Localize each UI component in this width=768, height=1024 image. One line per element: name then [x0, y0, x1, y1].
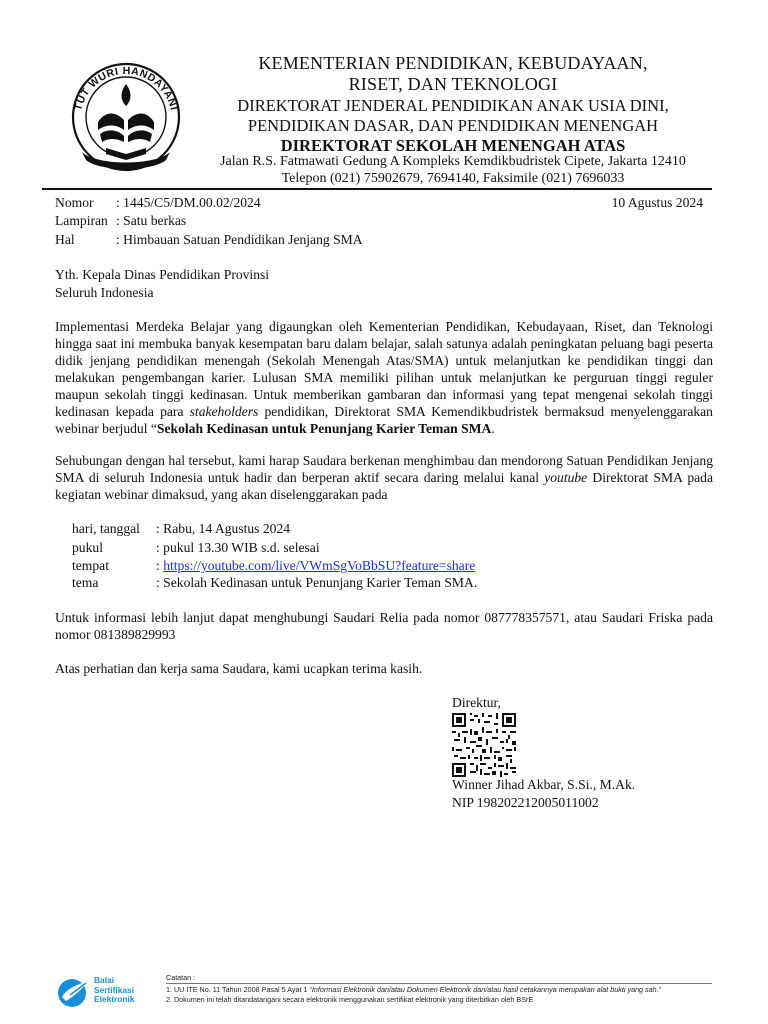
- bsre-text-line1: Balai: [94, 975, 115, 985]
- paragraph-intro: [55, 318, 713, 437]
- directorate-general-line2: PENDIDIKAN DASAR, DAN PENDIDIKAN MENENGAH: [247, 116, 659, 135]
- footer-note-1: [166, 985, 661, 995]
- hal-value: : Himbauan Satuan Pendidikan Jenjang SMA: [116, 232, 363, 247]
- letterhead-address: Jalan R.S. Fatmawati Gedung A Kompleks Kemdikbudristek Cipete, Jakarta 12410: [220, 154, 686, 169]
- event-time-value: : pukul 13.30 WIB s.d. selesai: [156, 540, 320, 555]
- ministry-title-line2: RISET, DAN TEKNOLOGI: [348, 74, 558, 94]
- lampiran-value: : Satu berkas: [116, 213, 187, 228]
- letterhead-divider: [42, 188, 712, 190]
- directorate-name: DIREKTORAT SEKOLAH MENENGAH ATAS: [280, 136, 626, 155]
- event-place-value: [156, 557, 475, 574]
- event-place-label: tempat: [72, 558, 109, 573]
- qr-code-graphic: [452, 713, 516, 777]
- ministry-title-line1: KEMENTERIAN PENDIDIKAN, KEBUDAYAAN,: [258, 53, 648, 73]
- bsre-emblem-icon: [56, 975, 92, 1009]
- signatory-nip: NIP 198202212005011002: [452, 795, 599, 810]
- recipient-line1: Yth. Kepala Dinas Pendidikan Provinsi: [55, 267, 270, 282]
- paragraph-request-text: Sehubungan dengan hal tersebut, kami harap Saudara berkenan menghimbau dan mendorong Satuan Pendidikan Jenjang SMA di seluruh Indonesia untuk hadir dan berperan aktif secara daring melalui kanal: [55, 453, 713, 485]
- footer-note-2: 2. Dokumen ini telah ditandatangani secara elektronik menggunakan sertifikat elektronik yang diterbitkan oleh BSrE: [166, 995, 534, 1004]
- paragraph-closing: Atas perhatian dan kerja sama Saudara, kami ucapkan terima kasih.: [55, 661, 423, 676]
- event-theme-label: tema: [72, 575, 99, 590]
- nomor-label: Nomor: [55, 195, 94, 210]
- tut-wuri-handayani-logo: [62, 60, 190, 178]
- paragraph-request-text2: Direktorat SMA pada kegiatan webinar dimaksud, yang akan diselenggarakan pada: [55, 470, 713, 502]
- event-theme-value: : Sekolah Kedinasan untuk Penunjang Karier Teman SMA.: [156, 575, 478, 590]
- paragraph-intro-italic: stakeholders: [189, 404, 259, 419]
- paragraph-intro-text: Implementasi Merdeka Belajar yang digaungkan oleh Kementerian Pendidikan, Kebudayaan, Riset, dan Teknologi hingga saat ini membuka banyak kesempatan baru dalam belajar, salah satunya adalah peningkatan peluang bagi peserta didik jenjang pendidikan menengah (Sekolah Menengah Atas/SMA) untuk melanjutkan ke pendidikan tinggi dan melakukan pengembangan karier. Lulusan SMA memiliki pilihan untuk melanjutkan ke perguruan tinggi reguler maupun sekolah tinggi kedinasan. Untuk memberikan gambaran dan informasi yang tepat mengenai sekolah tinggi kedinasan kepada para: [55, 319, 713, 419]
- tut-wuri-handayani-emblem: [62, 60, 190, 178]
- bsre-text-line3: Elektronik: [94, 994, 135, 1004]
- signature-qr-code: [452, 713, 516, 777]
- paragraph-intro-end: .: [491, 421, 495, 436]
- logo-motto: TUT WURI HANDAYANI: [72, 64, 180, 112]
- letterhead-phone: Telepon (021) 75902679, 7694140, Faksimile (021) 7696033: [281, 171, 625, 186]
- footer-rule: [166, 983, 712, 984]
- event-place-colon: :: [156, 558, 160, 573]
- directorate-general-line1: DIREKTORAT JENDERAL PENDIDIKAN ANAK USIA DINI,: [237, 96, 669, 115]
- recipient-line2: Seluruh Indonesia: [55, 285, 154, 300]
- signatory-name: Winner Jihad Akbar, S.Si., M.Ak.: [452, 777, 636, 792]
- youtube-live-link[interactable]: https://youtube.com/live/VWmSgVoBbSU?feature=share: [163, 558, 476, 573]
- hal-label: Hal: [55, 232, 75, 247]
- signature-title: Direktur,: [452, 695, 501, 710]
- event-day-value: : Rabu, 14 Agustus 2024: [156, 521, 291, 536]
- paragraph-intro-text2: pendidikan, Direktorat SMA Kemendikbudristek bermaksud menyelenggarakan webinar berjudul “: [55, 404, 713, 436]
- lampiran-label: Lampiran: [55, 213, 108, 228]
- nomor-value: : 1445/C5/DM.00.02/2024: [116, 195, 261, 210]
- footer-note-1-b: ”: [658, 985, 662, 994]
- bsre-text-line2: Sertifikasi: [94, 984, 135, 995]
- webinar-title: Sekolah Kedinasan untuk Penunjang Karier Teman SMA: [156, 421, 492, 436]
- bsre-logo: [56, 975, 166, 1009]
- paragraph-request-italic: youtube: [544, 470, 588, 485]
- letter-date: 10 Agustus 2024: [611, 195, 703, 210]
- footer-note-1-italic: Informasi Elektronik dan/atau Dokumen Elektronik dan/atau hasil cetakannya merupakan alat bukti yang sah.: [311, 985, 659, 994]
- footer-notes-label: Catatan :: [166, 973, 196, 982]
- event-day-label: hari, tanggal: [72, 521, 140, 536]
- footer-note-1-a: 1. UU ITE No. 11 Tahun 2008 Pasal 5 Ayat 1 “: [166, 985, 312, 994]
- event-time-label: pukul: [72, 540, 103, 555]
- paragraph-request: [55, 452, 713, 503]
- paragraph-contact: Untuk informasi lebih lanjut dapat menghubungi Saudari Relia pada nomor 087778357571, atau Saudari Friska pada nomor 081389829993: [55, 610, 713, 642]
